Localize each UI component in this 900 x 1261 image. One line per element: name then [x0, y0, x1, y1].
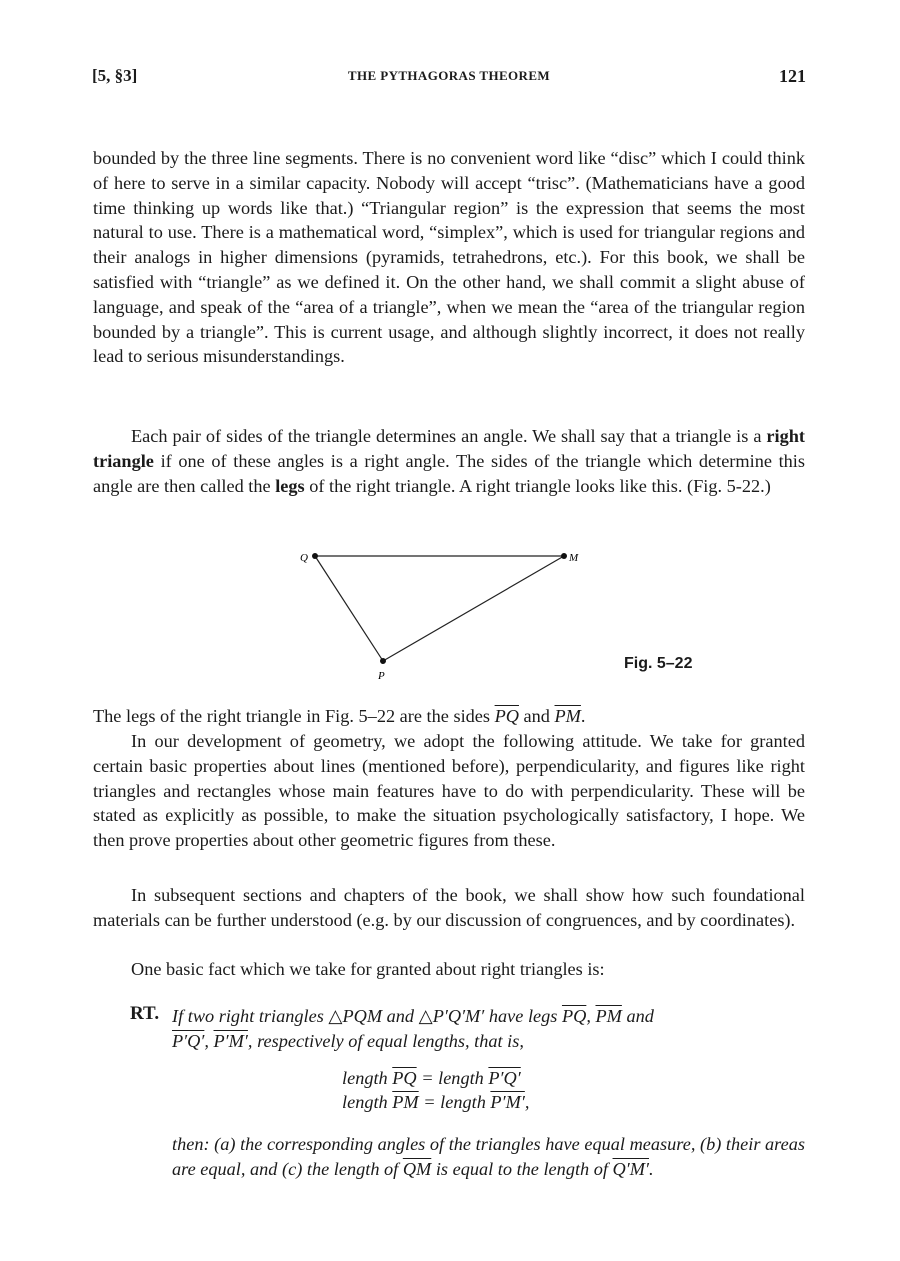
- page-number: 121: [779, 66, 806, 86]
- vertex-label-m: M: [569, 552, 579, 564]
- vertex-p: [380, 658, 386, 664]
- right-triangle-figure: [298, 543, 608, 683]
- rt-statement-line1: If two right triangles △PQM and △P′Q′M′ have legs $\overline{PQ}$, $\overline{PM}$ and: [172, 1006, 654, 1026]
- vertex-label-q: Q: [300, 552, 308, 564]
- figure-caption: Fig. 5–22: [624, 655, 693, 672]
- paragraph-legs: The legs of the right triangle in Fig. 5–22 are the sides $\overline{PQ}$ and $\overline{PM}$.: [93, 706, 586, 726]
- paragraph-basic-fact: One basic fact which we take for granted about right triangles is:: [131, 959, 605, 979]
- side-qp: [315, 556, 383, 661]
- equation-pq: length $\overline{PQ}$ = length P′Q′: [342, 1068, 521, 1088]
- vertex-label-p: P: [378, 670, 385, 682]
- paragraph-right-triangle-definition: Each pair of sides of the triangle determines an angle. We shall say that a triangle is a right triangle if one of these angles is a right angle. The sides of the triangle which determine this angle are then called the legs of the right triangle. A right triangle looks like this. (Fig. 5-22.): [93, 426, 805, 496]
- segment-pq: $\overline{PQ}$: [494, 706, 519, 726]
- segment-pm: $\overline{PM}$: [554, 706, 581, 726]
- paragraph-subsequent-sections: In subsequent sections and chapters of the book, we shall show how such foundational materials can be further understood (e.g. by our discussion of congruences, and by coordinates).: [93, 885, 805, 930]
- paragraph-triangle-region: bounded by the three line segments. There is no convenient word like “disc” which I could think of here to serve in a similar capacity. Nobody will accept “trisc”. (Mathematicians have a good time thinking up words like that.) “Triangular region” is the expression that seems the most natural to use. There is a mathematical word, “simplex”, which is used for triangular regions and their analogs in higher dimensions (pyramids, tetrahedrons, etc.). For this book, we shall be satisfied with “triangle” as we defined it. On the other hand, we shall commit a slight abuse of language, and speak of the “area of a triangle”, when we mean the “area of the triangular region bounded by a triangle”. This is current usage, and although slightly incorrect, it does not really lead to serious misunderstandings.: [93, 148, 805, 367]
- rt-conclusion: then: (a) the corresponding angles of the triangles have equal measure, (b) their areas are equal, and (c) the length of $\overline{QM}$ is equal to the length of Q′M′.: [172, 1134, 805, 1179]
- paragraph-attitude: In our development of geometry, we adopt the following attitude. We take for granted certain basic properties about lines (mentioned before), perpendicularity, and figures like right triangles and rectangles whose main features have to do with perpendicularity. These will be stated as explicitly as possible, to make the situation psychologically satisfactory, I hope. We then prove properties about other geometric figures from these.: [93, 731, 805, 851]
- equation-pm: length $\overline{PM}$ = length P′M′,: [342, 1092, 530, 1112]
- rt-label: RT.: [130, 1003, 160, 1024]
- running-title: THE PYTHAGORAS THEOREM: [347, 68, 551, 83]
- side-pm: [383, 556, 564, 661]
- vertex-m: [561, 553, 567, 559]
- section-reference: [5, §3]: [92, 66, 138, 85]
- rt-statement-line2: P′Q′, P′M′, respectively of equal lengths, that is,: [172, 1031, 524, 1051]
- vertex-q: [312, 553, 318, 559]
- term-right-triangle: right triangle: [93, 426, 805, 471]
- term-legs: legs: [275, 475, 305, 496]
- running-header: [92, 66, 806, 90]
